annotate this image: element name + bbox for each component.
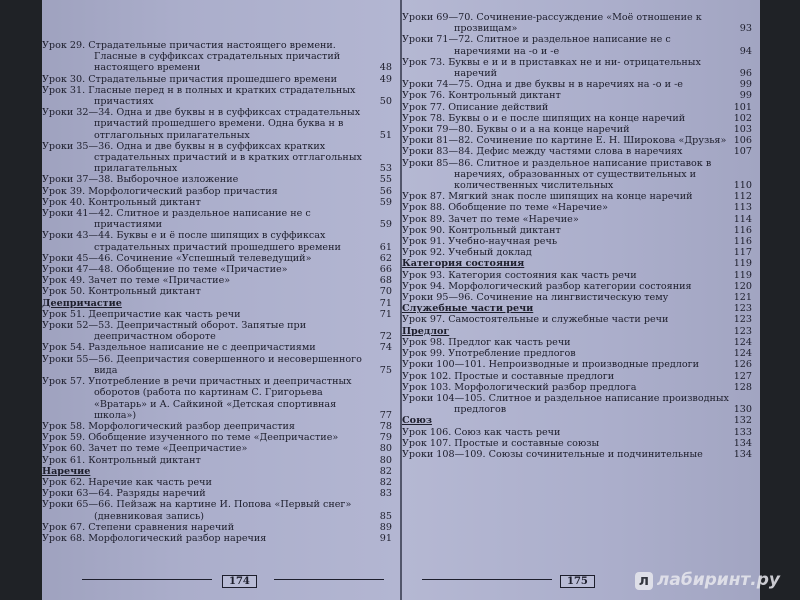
entry-page-number: 48 xyxy=(379,62,392,74)
entry-title: Урок 67. Степени сравнения наречий xyxy=(42,521,235,533)
toc-entry xyxy=(402,247,760,258)
toc-entry xyxy=(402,90,760,101)
entry-page-number: 132 xyxy=(733,415,752,427)
entry-page-number: 133 xyxy=(733,426,752,438)
toc-entry xyxy=(402,135,760,146)
entry-title: Урок 88. Обобщение по теме «Наречие» xyxy=(402,202,608,214)
toc-entry xyxy=(42,107,400,141)
entry-title: Урок 59. Обобщение изученного по теме «Деепричастие» xyxy=(42,432,339,444)
entry-page-number: 82 xyxy=(379,476,392,488)
entry-title: Уроки 71—72. Слитное и раздельное написание не с наречиями на -о и -е xyxy=(402,34,671,57)
section-title: Деепричастие xyxy=(42,297,122,309)
toc-entry xyxy=(42,309,400,320)
toc-entry xyxy=(42,264,400,275)
entry-page-number: 83 xyxy=(379,488,392,500)
toc-entry xyxy=(402,292,760,303)
entry-page-number: 126 xyxy=(733,359,752,371)
toc-entry xyxy=(402,158,760,192)
entry-title: Уроки 43—44. Буквы е и ё после шипящих в суффиксах страдательных причастий прошедшего времени xyxy=(42,230,341,253)
toc-entry xyxy=(42,533,400,544)
entry-page-number: 91 xyxy=(379,532,392,544)
entry-title: Уроки 47—48. Обобщение по теме «Причастие» xyxy=(42,264,288,276)
entry-title: Урок 93. Категория состояния как часть речи xyxy=(402,269,637,281)
toc-entry xyxy=(42,141,400,175)
toc-entry xyxy=(402,348,760,359)
entry-page-number: 71 xyxy=(379,308,392,320)
section-title: Союз xyxy=(402,415,432,427)
toc-entry xyxy=(402,270,760,281)
entry-page-number: 113 xyxy=(733,202,752,214)
footer-rule-right xyxy=(422,579,552,580)
entry-title: Урок 87. Мягкий знак после шипящих на конце наречий xyxy=(402,191,693,203)
toc-section xyxy=(402,326,760,337)
table-of-contents-right xyxy=(402,12,760,460)
footer-rule-left xyxy=(82,579,212,580)
entry-page-number: 120 xyxy=(733,280,752,292)
entry-title: Урок 60. Зачет по теме «Деепричастие» xyxy=(42,443,248,455)
entry-page-number: 80 xyxy=(379,443,392,455)
entry-title: Уроки 83—84. Дефис между частями слова в наречиях xyxy=(402,146,683,158)
toc-entry xyxy=(42,74,400,85)
entry-page-number: 71 xyxy=(379,297,392,309)
toc-entry xyxy=(42,432,400,443)
entry-title: Урок 97. Самостоятельные и служебные части речи xyxy=(402,314,669,326)
entry-title: Уроки 32—34. Одна и две буквы н в суффиксах страдательных причастий прошедшего времени. Одна буква н в отглагольных прилагательных xyxy=(42,107,361,141)
entry-page-number: 59 xyxy=(379,219,392,231)
toc-entry xyxy=(402,225,760,236)
entry-page-number: 53 xyxy=(379,163,392,175)
entry-page-number: 103 xyxy=(733,124,752,136)
toc-entry xyxy=(42,253,400,264)
entry-title: Урок 89. Зачет по теме «Наречие» xyxy=(402,213,579,225)
left-page xyxy=(42,0,400,600)
entry-title: Урок 106. Союз как часть речи xyxy=(402,426,561,438)
toc-entry xyxy=(42,40,400,74)
entry-page-number: 127 xyxy=(733,370,752,382)
toc-entry xyxy=(42,421,400,432)
entry-page-number: 94 xyxy=(739,45,752,57)
section-title: Наречие xyxy=(42,465,91,477)
entry-title: Урок 92. Учебный доклад xyxy=(402,247,532,259)
toc-section xyxy=(402,415,760,426)
toc-entry xyxy=(42,197,400,208)
toc-section xyxy=(42,298,400,309)
toc-entry xyxy=(42,342,400,353)
entry-title: Урок 40. Контрольный диктант xyxy=(42,196,201,208)
entry-title: Урок 94. Морфологический разбор категории состояния xyxy=(402,280,692,292)
entry-page-number: 107 xyxy=(733,146,752,158)
entry-title: Уроки 55—56. Деепричастия совершенного и несовершенного вида xyxy=(42,353,362,376)
entry-page-number: 134 xyxy=(733,448,752,460)
toc-entry xyxy=(42,208,400,230)
section-title: Категория состояния xyxy=(402,258,525,270)
entry-title: Урок 68. Морфологический разбор наречия xyxy=(42,532,267,544)
entry-title: Урок 102. Простые и составные предлоги xyxy=(402,370,615,382)
toc-entry xyxy=(402,337,760,348)
toc-entry xyxy=(402,236,760,247)
entry-title: Уроки 35—36. Одна и две буквы н в суффиксах кратких страдательных причастий и в кратких отглагольных прилагательных xyxy=(42,140,362,175)
entry-title: Урок 90. Контрольный диктант xyxy=(402,224,561,236)
entry-page-number: 106 xyxy=(733,135,752,147)
entry-page-number: 93 xyxy=(739,23,752,35)
entry-title: Урок 50. Контрольный диктант xyxy=(42,286,201,298)
entry-page-number: 82 xyxy=(379,465,392,477)
toc-entry xyxy=(42,286,400,297)
entry-page-number: 117 xyxy=(733,247,752,259)
entry-title: Урок 98. Предлог как часть речи xyxy=(402,336,571,348)
entry-page-number: 77 xyxy=(379,409,392,421)
entry-title: Урок 57. Употребление в речи причастных и деепричастных оборотов (работа по картинам С. Григорьева «Вратарь» и А. Сайкиной «Детская спортивная школа») xyxy=(42,376,352,421)
entry-page-number: 99 xyxy=(739,79,752,91)
toc-entry xyxy=(402,102,760,113)
toc-entry xyxy=(42,320,400,342)
entry-title: Урок 54. Раздельное написание не с деепричастиями xyxy=(42,342,316,354)
entry-page-number: 96 xyxy=(739,68,752,80)
entry-page-number: 61 xyxy=(379,241,392,253)
entry-page-number: 56 xyxy=(379,185,392,197)
entry-page-number: 85 xyxy=(379,510,392,522)
entry-title: Уроки 79—80. Буквы о и а на конце наречий xyxy=(402,124,630,136)
entry-page-number: 49 xyxy=(379,73,392,85)
entry-title: Урок 78. Буквы о и е после шипящих на конце наречий xyxy=(402,112,686,124)
entry-title: Уроки 69—70. Сочинение-рассуждение «Моё отношение к прозвищам» xyxy=(402,12,702,35)
toc-section xyxy=(402,258,760,269)
entry-page-number: 59 xyxy=(379,196,392,208)
watermark: л лабиринт.ру xyxy=(635,570,780,590)
toc-entry xyxy=(402,359,760,370)
toc-entry xyxy=(42,376,400,421)
entry-page-number: 119 xyxy=(733,269,752,281)
entry-title: Уроки 41—42. Слитное и раздельное написание не с причастиями xyxy=(42,208,311,231)
toc-entry xyxy=(42,499,400,521)
entry-title: Уроки 74—75. Одна и две буквы н в наречиях на -о и -е xyxy=(402,79,683,91)
toc-entry xyxy=(402,449,760,460)
toc-entry xyxy=(402,34,760,56)
toc-entry xyxy=(42,85,400,107)
entry-title: Уроки 37—38. Выборочное изложение xyxy=(42,174,239,186)
toc-section xyxy=(42,466,400,477)
entry-title: Урок 31. Гласные перед н в полных и кратких страдательных причастиях xyxy=(42,84,356,108)
entry-page-number: 130 xyxy=(733,404,752,416)
entry-page-number: 124 xyxy=(733,348,752,360)
entry-title: Урок 99. Употребление предлогов xyxy=(402,348,576,360)
entry-page-number: 78 xyxy=(379,420,392,432)
toc-section xyxy=(402,303,760,314)
entry-title: Урок 58. Морфологический разбор деепричастия xyxy=(42,420,295,432)
toc-entry xyxy=(402,57,760,79)
entry-page-number: 116 xyxy=(733,224,752,236)
table-of-contents-left xyxy=(42,40,400,544)
entry-page-number: 116 xyxy=(733,236,752,248)
toc-entry xyxy=(402,79,760,90)
entry-title: Урок 61. Контрольный диктант xyxy=(42,454,201,466)
entry-title: Урок 30. Страдательные причастия прошедшего времени xyxy=(42,73,337,85)
entry-title: Уроки 52—53. Деепричастный оборот. Запятые при деепричастном обороте xyxy=(42,320,307,343)
page-number-right: 175 xyxy=(560,575,595,588)
entry-title: Урок 29. Страдательные причастия настоящего времени. Гласные в суффиксах страдательных причастий настоящего времени xyxy=(42,40,341,74)
page-number-left: 174 xyxy=(222,575,257,588)
entry-page-number: 89 xyxy=(379,521,392,533)
entry-page-number: 72 xyxy=(379,331,392,343)
entry-title: Урок 91. Учебно-научная речь xyxy=(402,236,558,248)
entry-title: Уроки 65—66. Пейзаж на картине И. Попова «Первый снег» (дневниковая запись) xyxy=(42,499,352,522)
toc-entry xyxy=(402,202,760,213)
toc-entry xyxy=(402,281,760,292)
toc-entry xyxy=(42,488,400,499)
toc-entry xyxy=(402,438,760,449)
entry-page-number: 112 xyxy=(733,191,752,203)
entry-title: Урок 76. Контрольный диктант xyxy=(402,90,561,102)
toc-entry xyxy=(42,230,400,252)
entry-page-number: 74 xyxy=(379,342,392,354)
toc-entry xyxy=(402,12,760,34)
toc-entry xyxy=(402,427,760,438)
entry-page-number: 114 xyxy=(733,213,752,225)
entry-title: Урок 107. Простые и составные союзы xyxy=(402,437,600,449)
entry-page-number: 70 xyxy=(379,286,392,298)
entry-page-number: 121 xyxy=(733,292,752,304)
entry-title: Уроки 108—109. Союзы сочинительные и подчинительные xyxy=(402,448,703,460)
entry-page-number: 99 xyxy=(739,90,752,102)
toc-entry xyxy=(42,354,400,376)
entry-title: Урок 39. Морфологический разбор причастия xyxy=(42,185,278,197)
entry-title: Урок 51. Деепричастие как часть речи xyxy=(42,308,241,320)
entry-title: Урок 62. Наречие как часть речи xyxy=(42,476,212,488)
entry-title: Урок 103. Морфологический разбор предлога xyxy=(402,381,637,393)
toc-entry xyxy=(402,124,760,135)
toc-entry xyxy=(402,214,760,225)
entry-title: Уроки 85—86. Слитное и раздельное написание приставок в наречиях, образованных от существительных и количественных числительных xyxy=(402,157,712,192)
entry-page-number: 119 xyxy=(733,258,752,270)
entry-page-number: 66 xyxy=(379,264,392,276)
entry-title: Уроки 63—64. Разряды наречий xyxy=(42,488,206,500)
entry-title: Уроки 104—105. Слитное и раздельное написание производных предлогов xyxy=(402,392,729,416)
entry-title: Уроки 100—101. Непроизводные и производные предлоги xyxy=(402,359,700,371)
entry-title: Урок 49. Зачет по теме «Причастие» xyxy=(42,275,231,287)
entry-page-number: 102 xyxy=(733,112,752,124)
entry-page-number: 128 xyxy=(733,381,752,393)
entry-page-number: 55 xyxy=(379,174,392,186)
toc-entry xyxy=(42,174,400,185)
entry-page-number: 80 xyxy=(379,454,392,466)
entry-page-number: 123 xyxy=(733,314,752,326)
toc-entry xyxy=(402,113,760,124)
footer-rule-left-2 xyxy=(274,579,384,580)
entry-page-number: 123 xyxy=(733,303,752,315)
entry-page-number: 79 xyxy=(379,432,392,444)
labirint-logo-icon: л xyxy=(635,572,653,590)
toc-entry xyxy=(402,146,760,157)
toc-entry xyxy=(42,443,400,454)
section-title: Служебные части речи xyxy=(402,303,534,315)
entry-page-number: 123 xyxy=(733,325,752,337)
right-page xyxy=(402,0,760,600)
toc-entry xyxy=(402,314,760,325)
entry-page-number: 110 xyxy=(733,180,752,192)
toc-entry xyxy=(42,275,400,286)
toc-entry xyxy=(402,371,760,382)
toc-entry xyxy=(402,191,760,202)
toc-entry xyxy=(42,455,400,466)
entry-page-number: 134 xyxy=(733,437,752,449)
entry-title: Уроки 95—96. Сочинение на лингвистическую тему xyxy=(402,292,669,304)
section-title: Предлог xyxy=(402,325,450,337)
entry-page-number: 68 xyxy=(379,275,392,287)
toc-entry xyxy=(42,522,400,533)
entry-page-number: 50 xyxy=(379,96,392,108)
toc-entry xyxy=(42,186,400,197)
entry-page-number: 101 xyxy=(733,101,752,113)
entry-title: Уроки 81—82. Сочинение по картине Е. Н. Широкова «Друзья» xyxy=(402,135,727,147)
toc-entry xyxy=(402,382,760,393)
entry-page-number: 75 xyxy=(379,364,392,376)
toc-entry xyxy=(42,477,400,488)
entry-page-number: 124 xyxy=(733,336,752,348)
entry-page-number: 51 xyxy=(379,129,392,141)
entry-page-number: 62 xyxy=(379,252,392,264)
entry-title: Урок 73. Буквы е и и в приставках не и ни- отрицательных наречий xyxy=(402,56,701,80)
entry-title: Уроки 45—46. Сочинение «Успешный телеведущий» xyxy=(42,252,312,264)
entry-title: Урок 77. Описание действий xyxy=(402,101,549,113)
toc-entry xyxy=(402,393,760,415)
